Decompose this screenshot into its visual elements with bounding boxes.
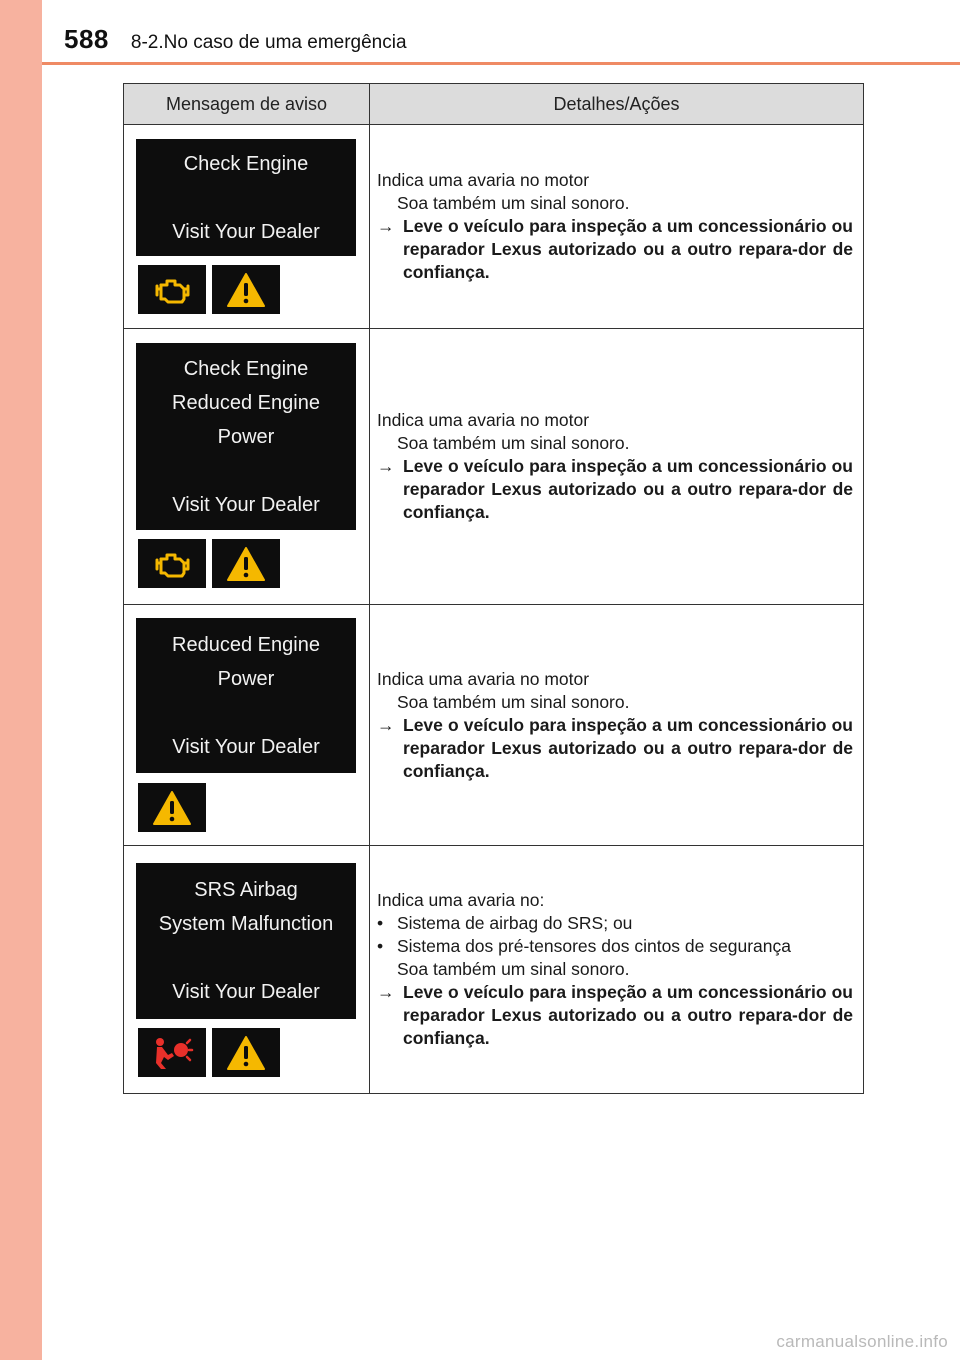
table-body	[124, 125, 864, 1094]
page-header	[64, 24, 407, 60]
message-cell	[124, 605, 370, 846]
display-line: Check Engine	[183, 357, 309, 380]
detail-action	[377, 714, 853, 783]
detail-action	[377, 981, 853, 1050]
indicator-icons	[138, 1028, 286, 1077]
header-rule	[42, 62, 960, 65]
indicator-icons	[138, 783, 212, 832]
detail-bullet-text: Sistema dos pré-tensores dos cintos de segurança	[397, 936, 791, 956]
detail-action-text: Leve o veículo para inspeção a um concessionário ou reparador Lexus autorizado ou a outro repara-dor de confiança.	[403, 216, 853, 282]
detail-action-text: Leve o veículo para inspeção a um concessionário ou reparador Lexus autorizado ou a outro repara-dor de confiança.	[403, 456, 853, 522]
details-cell	[370, 125, 864, 329]
table-header-row	[124, 84, 864, 125]
display-gap	[136, 181, 356, 215]
display-message	[136, 343, 356, 530]
table-row	[124, 605, 864, 846]
side-strip	[0, 0, 42, 1360]
detail-bullet-text: Sistema de airbag do SRS; ou	[397, 913, 633, 933]
warning-triangle-icon	[212, 539, 280, 588]
display-line: SRS Airbag	[194, 879, 298, 901]
detail-sound: Soa também um sinal sonoro.	[397, 691, 630, 712]
display-gap	[136, 941, 356, 975]
arrow-icon: →	[377, 456, 395, 476]
table-row	[124, 846, 864, 1094]
display-message	[136, 139, 356, 256]
column-header-details: Detalhes/Ações	[370, 84, 864, 125]
detail-bullet	[377, 912, 853, 935]
detail-action-text: Leve o veículo para inspeção a um concessionário ou reparador Lexus autorizado ou a outro repara-dor de confiança.	[403, 714, 853, 781]
message-cell	[124, 329, 370, 605]
warning-triangle-icon	[212, 1028, 280, 1077]
display-line: Check Engine	[183, 152, 309, 175]
arrow-icon: →	[377, 714, 395, 735]
column-header-message: Mensagem de aviso	[124, 84, 370, 125]
details-cell	[370, 329, 864, 605]
warning-triangle-icon	[212, 265, 280, 314]
display-line: Visit Your Dealer	[172, 220, 320, 243]
engine-icon	[138, 265, 206, 314]
section-title: 8-2.No caso de uma emergência	[130, 32, 407, 53]
detail-sound: Soa também um sinal sonoro.	[397, 433, 630, 453]
table-row	[124, 329, 864, 605]
display-line: Visit Your Dealer	[172, 735, 320, 758]
display-line: Power	[217, 425, 275, 448]
warning-table	[123, 83, 864, 1094]
display-line: Visit Your Dealer	[172, 493, 320, 516]
details-cell	[370, 846, 864, 1094]
display-line: System Malfunction	[158, 913, 334, 935]
indicator-icons	[138, 265, 286, 314]
display-line: Reduced Engine	[172, 391, 320, 414]
airbag-icon	[138, 1028, 206, 1077]
detail-intro: Indica uma avaria no motor	[377, 410, 590, 430]
display-gap	[136, 454, 356, 488]
display-message	[136, 618, 356, 773]
arrow-icon: →	[377, 216, 395, 236]
detail-sound: Soa também um sinal sonoro.	[397, 193, 630, 213]
detail-sound: Soa também um sinal sonoro.	[397, 959, 630, 979]
detail-intro: Indica uma avaria no:	[377, 890, 545, 910]
display-line: Visit Your Dealer	[172, 981, 320, 1003]
message-cell	[124, 125, 370, 329]
detail-action-text: Leve o veículo para inspeção a um concessionário ou reparador Lexus autorizado ou a outro repara-dor de confiança.	[403, 982, 853, 1048]
watermark: carmanualsonline.info	[776, 1332, 948, 1351]
detail-action	[377, 455, 853, 524]
table-row	[124, 125, 864, 329]
detail-intro: Indica uma avaria no motor	[377, 668, 590, 689]
warning-triangle-icon	[138, 783, 206, 832]
detail-intro: Indica uma avaria no motor	[377, 170, 590, 190]
details-cell	[370, 605, 864, 846]
engine-icon	[138, 539, 206, 588]
display-line: Power	[217, 667, 275, 690]
display-gap	[136, 696, 356, 730]
message-cell	[124, 846, 370, 1094]
arrow-icon: →	[377, 982, 395, 1002]
indicator-icons	[138, 539, 286, 588]
display-message	[136, 863, 356, 1019]
page-number: 588	[64, 24, 109, 54]
display-line: Reduced Engine	[172, 633, 320, 656]
detail-action	[377, 215, 853, 284]
detail-bullet	[377, 935, 853, 958]
